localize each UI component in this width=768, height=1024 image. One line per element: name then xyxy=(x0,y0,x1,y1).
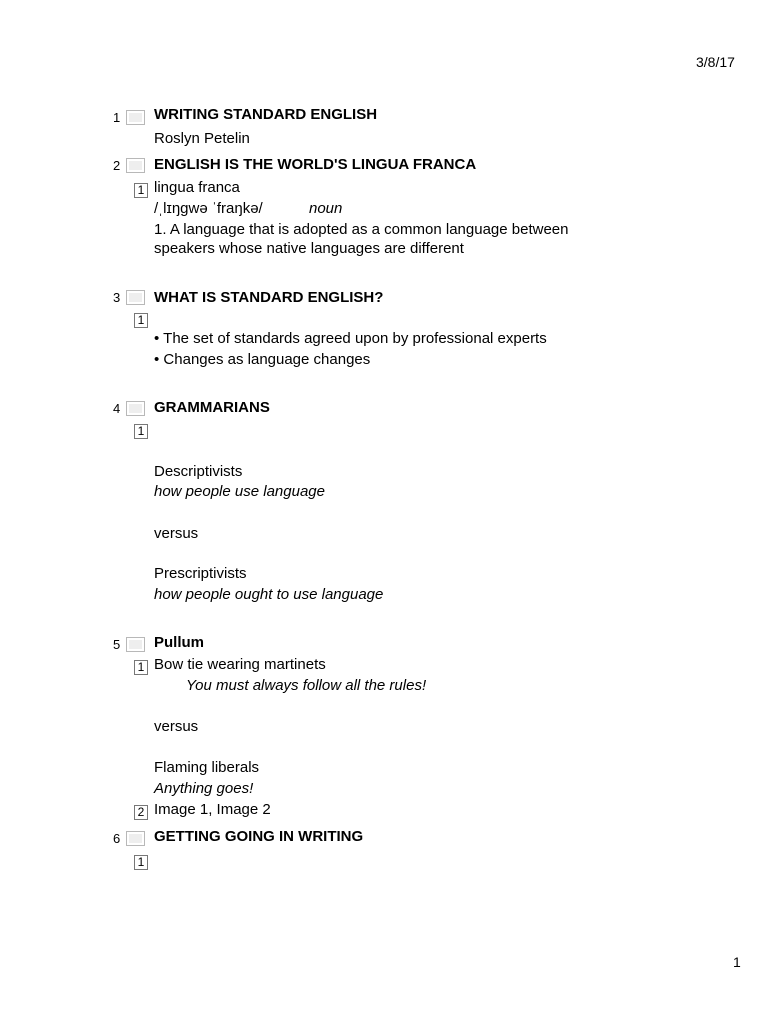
page-date: 3/8/17 xyxy=(696,54,735,70)
slide-title: GETTING GOING IN WRITING xyxy=(154,828,364,845)
slide-number: 2 xyxy=(113,158,121,173)
slide-thumbnail-icon[interactable] xyxy=(126,110,145,125)
slide-number: 1 xyxy=(113,110,121,125)
text-line: Flaming liberals xyxy=(154,759,260,776)
term: Prescriptivists xyxy=(154,565,247,582)
slide-thumbnail-icon[interactable] xyxy=(126,290,145,305)
quote-line: You must always follow all the rules! xyxy=(186,677,427,694)
pronunciation: /ˌlɪŋɡwə ˈfraŋkə/ xyxy=(154,200,263,217)
definition-line: speakers whose native languages are different xyxy=(154,240,464,257)
slide-number: 5 xyxy=(113,637,121,652)
slide-thumbnail-icon[interactable] xyxy=(126,158,145,173)
definition-line: 1. A language that is adopted as a common language between xyxy=(154,221,569,238)
slide-thumbnail-icon[interactable] xyxy=(126,401,145,416)
term: lingua franca xyxy=(154,179,240,196)
note-count-badge[interactable]: 1 xyxy=(134,313,148,328)
slide-title: GRAMMARIANS xyxy=(154,399,270,416)
slide-number: 4 xyxy=(113,401,121,416)
author-name: Roslyn Petelin xyxy=(154,130,250,147)
term-description: how people ought to use language xyxy=(154,586,384,603)
slide-title: WHAT IS STANDARD ENGLISH? xyxy=(154,289,384,306)
term: Descriptivists xyxy=(154,463,243,480)
slide-title: Pullum xyxy=(154,634,205,651)
slide-number: 3 xyxy=(113,290,121,305)
image-references: Image 1, Image 2 xyxy=(154,801,271,818)
bullet-item: • The set of standards agreed upon by professional experts xyxy=(154,329,547,349)
slide-number: 6 xyxy=(113,831,121,846)
slide-title: WRITING STANDARD ENGLISH xyxy=(154,106,378,123)
versus-text: versus xyxy=(154,718,199,735)
slide-thumbnail-icon[interactable] xyxy=(126,637,145,652)
quote-line: Anything goes! xyxy=(154,780,254,797)
note-count-badge[interactable]: 1 xyxy=(134,855,148,870)
note-count-badge[interactable]: 1 xyxy=(134,424,148,439)
part-of-speech: noun xyxy=(309,200,343,217)
slide-title: ENGLISH IS THE WORLD'S LINGUA FRANCA xyxy=(154,156,477,173)
page-number: 1 xyxy=(733,954,741,970)
text-line: Bow tie wearing martinets xyxy=(154,656,326,673)
note-count-badge[interactable]: 2 xyxy=(134,805,148,820)
note-count-badge[interactable]: 1 xyxy=(134,183,148,198)
slide-thumbnail-icon[interactable] xyxy=(126,831,145,846)
note-count-badge[interactable]: 1 xyxy=(134,660,148,675)
bullet-item: • Changes as language changes xyxy=(154,350,370,370)
versus-text: versus xyxy=(154,525,199,542)
term-description: how people use language xyxy=(154,483,325,500)
